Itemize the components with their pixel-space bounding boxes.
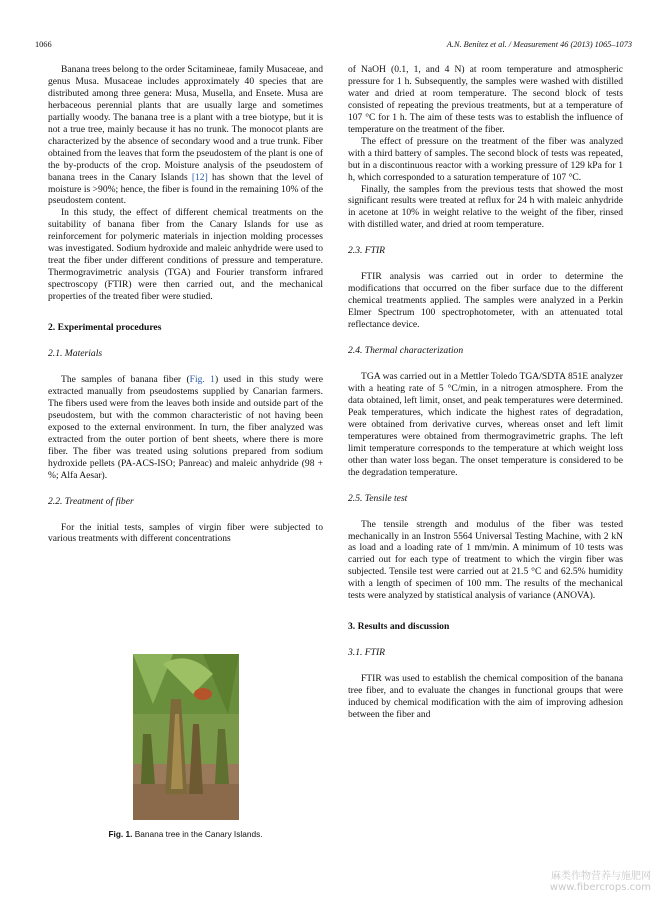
banana-tree-photo [133, 654, 239, 820]
page-number: 1066 [35, 40, 52, 49]
paragraph: The effect of pressure on the treatment of the fiber was analyzed with a third battery of samples. The second block of tests was repeated, but in a discontinuous reactor with a working pressure of 129 kPa for 1 h, which corresponded to a saturation temperature of 107 °C. [348, 135, 623, 183]
section-heading: 2. Experimental procedures [48, 322, 162, 334]
subsection-heading: 2.4. Thermal characterization [348, 345, 464, 357]
paragraph: For the initial tests, samples of virgin fiber were subjected to various treatments with different concentrations [48, 521, 323, 545]
journal-citation: A.N. Benítez et al. / Measurement 46 (2013) 1065–1073 [446, 40, 632, 49]
paragraph: FTIR analysis was carried out in order to determine the modifications that occurred on the fiber surface due to the different chemical treatments applied. The samples were analyzed in a Perkin Elmer Spectrum 100 spectrophotometer, with an attenuated total reflectance device. [348, 271, 623, 331]
subsection-heading: 3.1. FTIR [348, 647, 386, 659]
watermark: 麻类作物营养与施肥网 www.fibercrops.com [549, 871, 651, 893]
paragraph: In this study, the effect of different chemical treatments on the suitability of banana fiber from the Canary Islands for use as reinforcement for polymeric materials in injection molding processes was investigated. Sodium hydroxide and maleic anhydride were used to treat the fiber under different conditions of pressure and temperature. Thermogravimetric analysis (TGA) and Fourier transform infrared spectroscopy (FTIR) were then carried out, and the mechanical properties of the treated fiber were studied. [48, 207, 323, 303]
figure-link[interactable]: Fig. 1 [189, 373, 215, 385]
subsection-heading: 2.2. Treatment of fiber [48, 495, 134, 507]
right-column [348, 64, 623, 721]
figure-caption: Fig. 1. Banana tree in the Canary Islands. [108, 829, 263, 839]
reference-link[interactable]: [12] [191, 171, 208, 183]
paragraph: Finally, the samples from the previous tests that showed the most significant results were treated at reflux for 24 h with maleic anhydride in acetone at 10% in weight relative to the weight of the fiber, rinsed with distilled water, and dried at room temperature. [348, 183, 623, 231]
subsection-heading: 2.3. FTIR [348, 245, 386, 257]
paragraph: of NaOH (0.1, 1, and 4 N) at room temperature and atmospheric pressure for 1 h. Subsequently, the samples were washed with distilled water and dried at room temperature. The second block of tests consisted of repeating the previous treatments, but at a temperature of 107 °C for 1 h. The aim of these tests was to establish the influence of temperature on the treatment of the fiber. [348, 64, 623, 135]
left-column [48, 64, 323, 545]
paragraph: FTIR was used to establish the chemical composition of the banana tree fiber, and to evaluate the changes in functional groups that were induced by chemical modification with the aim of improving adhesion between the fiber and [348, 673, 623, 720]
paragraph: The samples of banana fiber (Fig. 1) used in this study were extracted manually from pseudostems supplied by Canarian farmers. The fibers used were from the leaves both inside and outside part of the pseudostem, but with the common characteristic of not having been exposed to the external environment. In turn, the fiber analyzed was extracted from the outer portion of bent sheets, where there is more fiber. The fiber was treated using solutions prepared from sodium hydroxide pellets (PA-ACS-ISO; Panreac) and maleic anhydride (98 + %; Alfa Aesar). [48, 373, 323, 481]
subsection-heading: 2.5. Tensile test [348, 492, 408, 504]
figure-label: Fig. 1. [108, 829, 133, 839]
paragraph: The tensile strength and modulus of the fiber was tested mechanically in an Instron 5564 Universal Testing Machine, with 2 kN as load and a loading rate of 1 mm/min. A minimum of 10 tests was carried out for each type of treatment to which the virgin fiber was subjected. Tensile test were carried out at 21.5 °C and 62.5% humidity with a length of specimen of 100 mm. The results of the mechanical tests were analyzed by statistical analysis of variance (ANOVA). [348, 518, 623, 602]
page-header [0, 40, 663, 52]
subsection-heading: 2.1. Materials [48, 348, 103, 360]
section-heading: 3. Results and discussion [348, 621, 450, 633]
paragraph: Banana trees belong to the order Scitamineae, family Musaceae, and genus Musa. Musaceae includes approximately 40 species that are distributed among three genera: Musa, Musella, and Ensete. Musa are herbaceous perennial plants that are usually large and sometimes partially woody. The banana tree is a plant with a tree biotype, but it is not a true tree, mainly because it has no trunk. The monocot plants are characterized by the absence of secondary wood and a true trunk. Fiber obtained from the leaves that form the pseudostem of the plant is one of the by-products of the crop. Moisture analysis of the pseudostem of banana trees in the Canary Islands [12] has shown that the level of moisture is >90%; hence, the fiber is found in the remaining 10% of the pseudostem content. [48, 64, 323, 207]
paragraph: TGA was carried out in a Mettler Toledo TGA/SDTA 851E analyzer with a heating rate of 5 °C/min, in a nitrogen atmosphere. From the data obtained, left limit, onset, and peak temperatures were determined. Peak temperatures, which indicate the highest rates of degradation, were obtained from derivative curves, whereas onset and left limit temperatures were obtained from thermogravimetric graphs. The left limit temperature corresponds to the temperature at which weight loss other than water loss began. The onset temperature is considered to be the degradation temperature. [348, 371, 623, 478]
